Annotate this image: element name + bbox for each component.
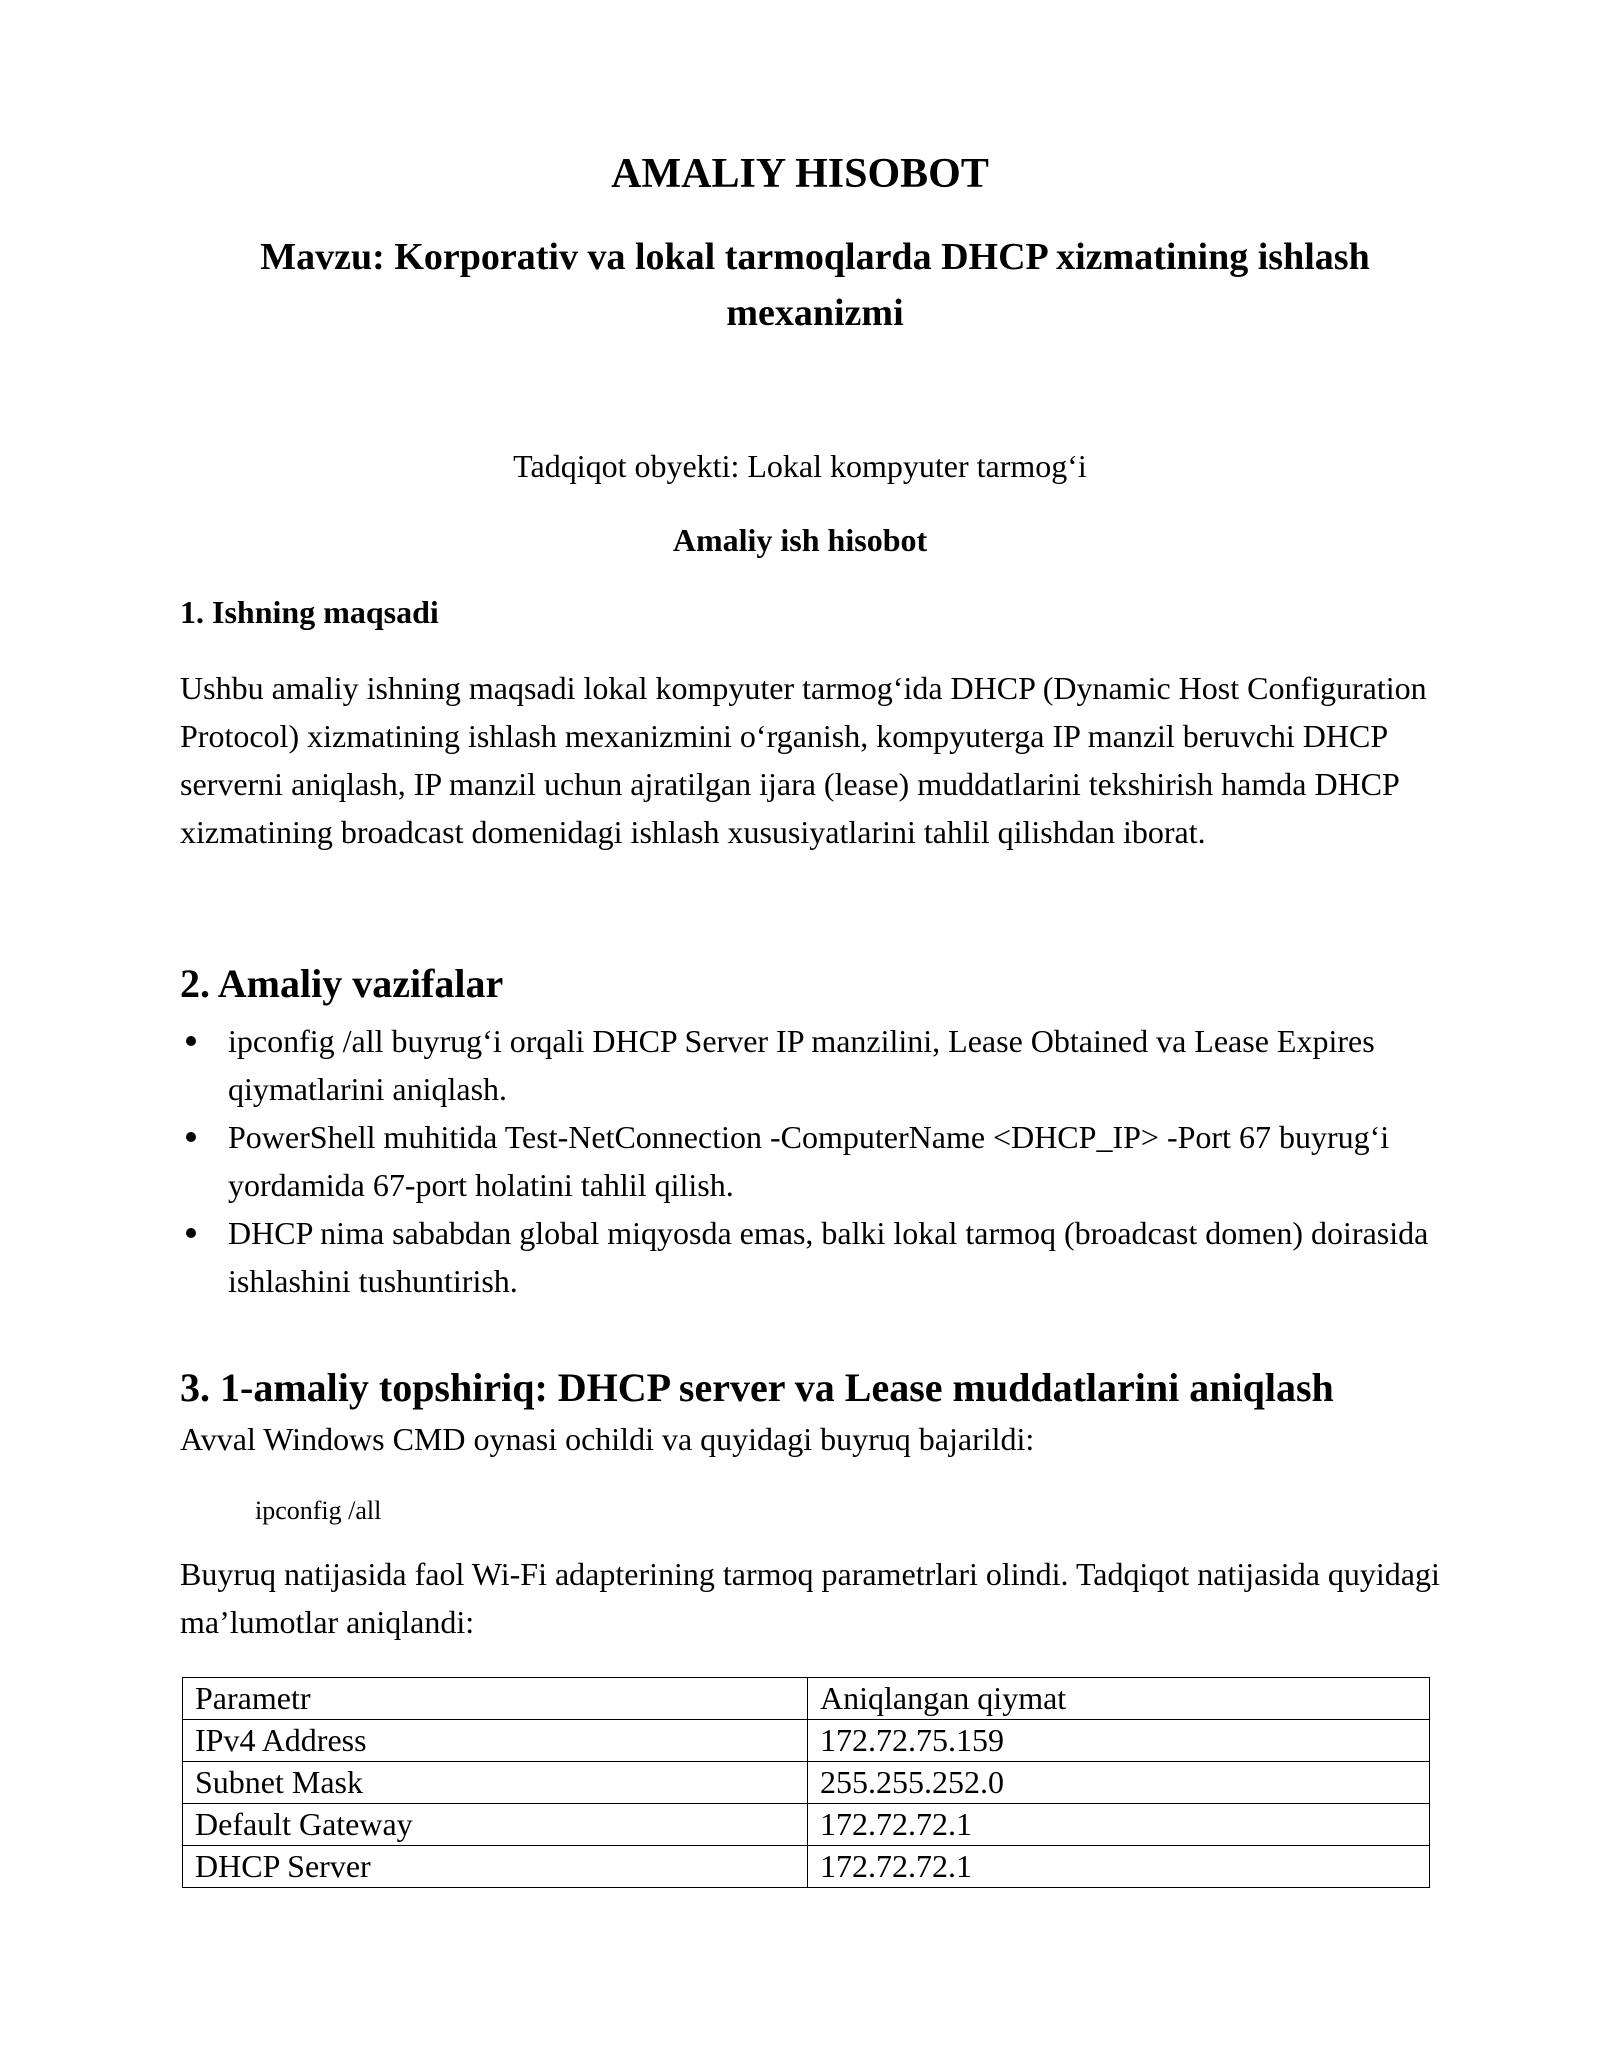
tasks-list — [180, 1017, 1450, 1305]
table-cell: Default Gateway — [183, 1804, 808, 1846]
list-item — [180, 1017, 1450, 1113]
command-text: ipconfig /all — [255, 1496, 382, 1525]
table-row — [183, 1846, 1430, 1888]
list-item — [180, 1113, 1450, 1209]
table-header-row — [183, 1678, 1430, 1720]
section1-heading: 1. Ishning maqsadi — [180, 594, 439, 630]
section3-result-text: Buyruq natijasida faol Wi-Fi adapterining tarmoq parametrlari olindi. Tadqiqot natijasida quyidagi ma’lumotlar aniqlandi: — [180, 1556, 1440, 1640]
list-item-text: DHCP nima sababdan global miqyosda emas, balki lokal tarmoq (broadcast domen) doirasida ishlashini tushuntirish. — [228, 1215, 1429, 1299]
section1-text: Ushbu amaliy ishning maqsadi lokal kompyuter tarmog‘ida DHCP (Dynamic Host Configuration Protocol) xizmatining ishlash mexanizmini o‘rganish, kompyuterga IP manzil beruvchi DHCP serverni aniqlash, IP manzil uchun ajratilgan ijara (lease) muddatlarini tekshirish hamda DHCP xizmatining broadcast domenidagi ishlash xususiyatlarini tahlil qilishdan iborat. — [180, 670, 1427, 850]
list-item-text: PowerShell muhitida Test-NetConnection -ComputerName <DHCP_IP> -Port 67 buyrug‘i yordamida 67-port holatini tahlil qilish. — [228, 1119, 1390, 1203]
table-header-cell: Parametr — [183, 1678, 808, 1720]
table-cell: 172.72.72.1 — [808, 1846, 1430, 1888]
research-object: Tadqiqot obyekti: Lokal kompyuter tarmog‘i — [513, 448, 1087, 484]
document-subtitle: Mavzu: Korporativ va lokal tarmoqlarda DHCP xizmatining ishlash mexanizmi — [260, 236, 1370, 334]
list-item-text: ipconfig /all buyrug‘i orqali DHCP Server IP manzilini, Lease Obtained va Lease Expires qiymatlarini aniqlash. — [228, 1023, 1375, 1107]
table-cell: IPv4 Address — [183, 1720, 808, 1762]
list-item — [180, 1209, 1450, 1305]
section2-heading: 2. Amaliy vazifalar — [180, 961, 504, 1006]
bullet-icon — [186, 1228, 196, 1238]
document-title: AMALIY HISOBOT — [611, 151, 989, 197]
table-cell: 172.72.75.159 — [808, 1720, 1430, 1762]
parameters-table — [182, 1677, 1430, 1888]
table-row — [183, 1720, 1430, 1762]
table-row — [183, 1762, 1430, 1804]
report-label: Amaliy ish hisobot — [672, 522, 928, 558]
bullet-icon — [186, 1036, 196, 1046]
table-cell: 172.72.72.1 — [808, 1804, 1430, 1846]
section3-intro: Avval Windows CMD oynasi ochildi va quyidagi buyruq bajarildi: — [180, 1421, 1035, 1457]
table-cell: DHCP Server — [183, 1846, 808, 1888]
bullet-icon — [186, 1132, 196, 1142]
table-cell: 255.255.252.0 — [808, 1762, 1430, 1804]
table-header-cell: Aniqlangan qiymat — [808, 1678, 1430, 1720]
section3-heading: 3. 1-amaliy topshiriq: DHCP server va Lease muddatlarini aniqlash — [180, 1365, 1334, 1410]
table-cell: Subnet Mask — [183, 1762, 808, 1804]
table-row — [183, 1804, 1430, 1846]
